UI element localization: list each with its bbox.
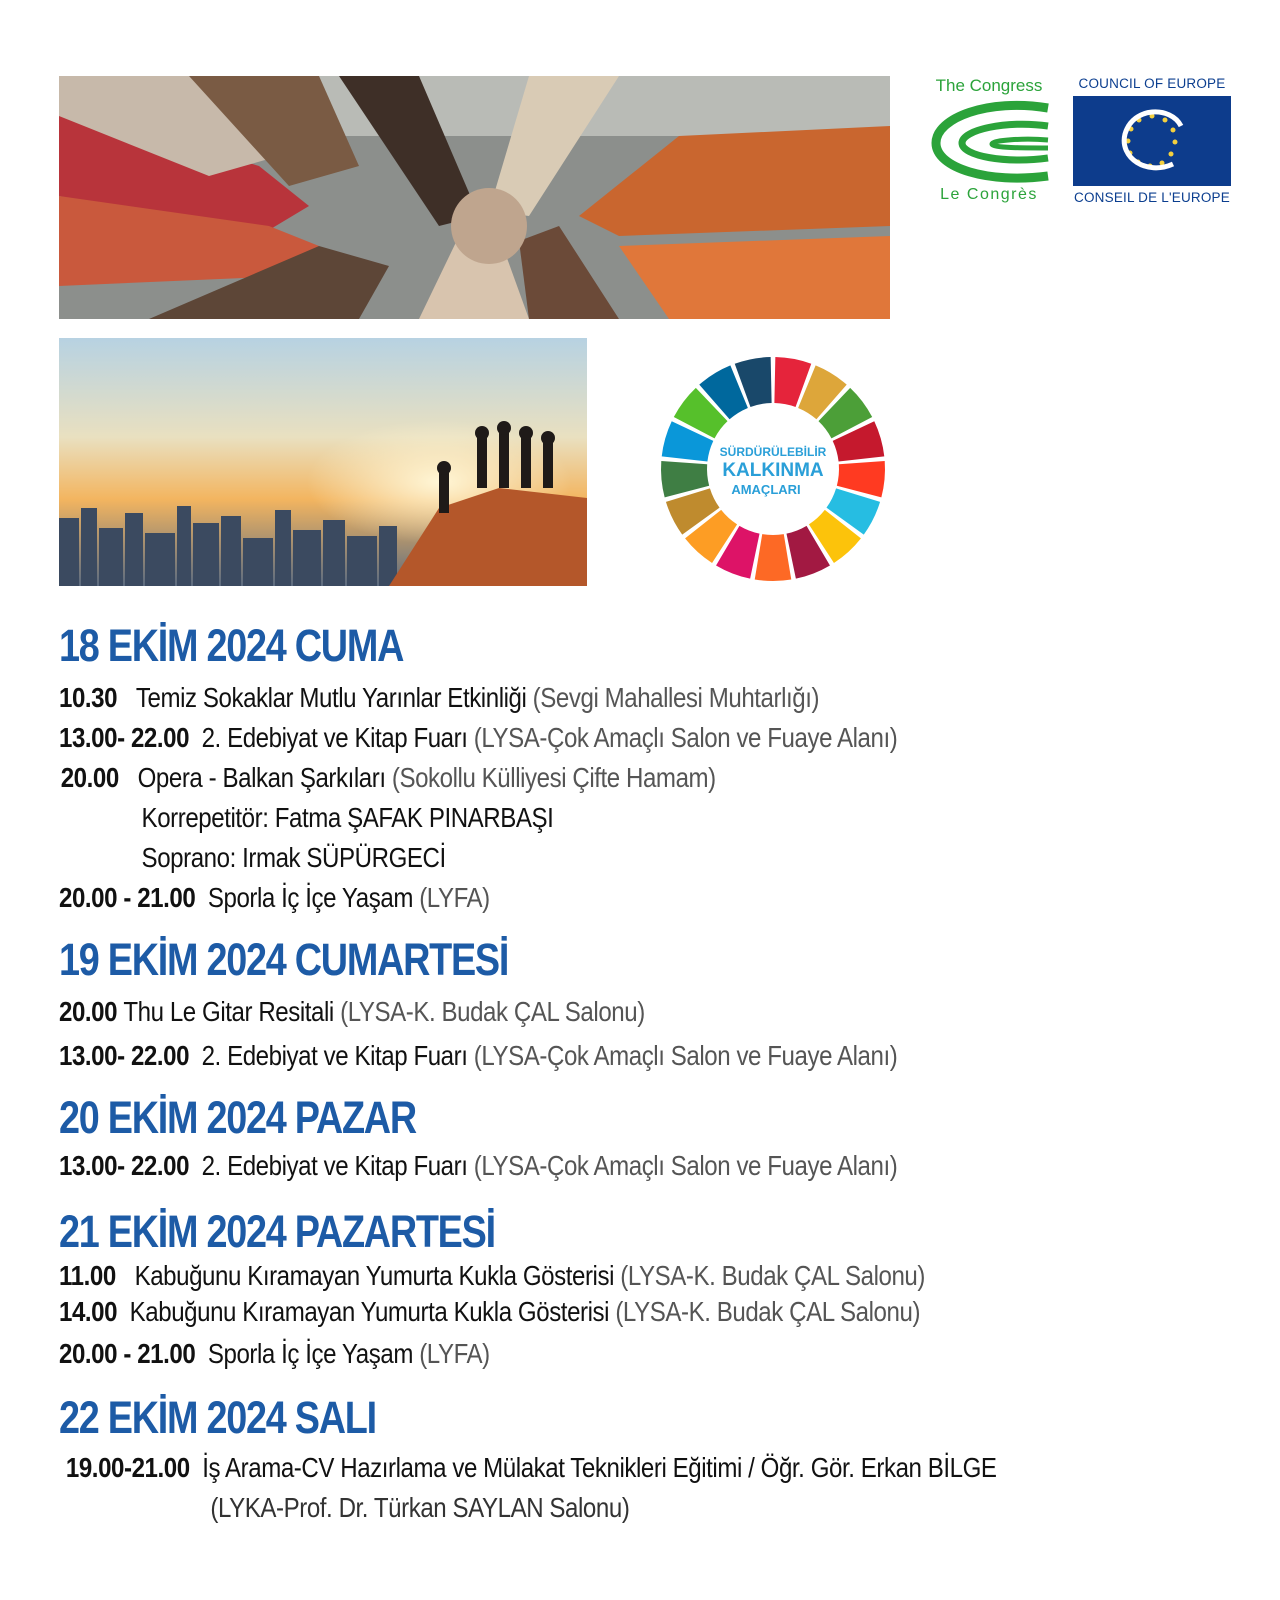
event-row [59,1294,1074,1330]
event-time: 11.00 [59,1260,116,1291]
sdg-logo-line1: SÜRDÜRÜLEBİLİR [719,445,827,459]
event-row [59,678,1074,718]
day-block [59,620,1239,918]
coe-logo-bottom-text: CONSEIL DE L'EUROPE [1074,190,1230,205]
event-row [59,992,1074,1032]
event-title: Sporla İç İçe Yaşam [207,1338,413,1369]
event-time: 19.00-21.00 [65,1452,190,1483]
event-schedule [59,620,1239,1528]
event-title: 2. Edebiyat ve Kitap Fuarı [201,722,468,753]
sdg-goal-segment [755,534,792,581]
event-time: 20.00 - 21.00 [59,1338,196,1369]
event-venue: (LYSA-K. Budak ÇAL Salonu) [620,1260,925,1291]
congress-logo [928,76,1050,208]
event-row [59,1146,1074,1186]
event-time: 14.00 [59,1296,118,1327]
event-title: 2. Edebiyat ve Kitap Fuarı [201,1150,468,1181]
event-row [59,758,1074,798]
event-title: Thu Le Gitar Resitali [123,996,334,1027]
event-row [59,1036,1074,1076]
event-row [59,718,1074,758]
event-row [59,1488,1074,1528]
coe-flag-icon [1073,96,1231,186]
sdg-logo-line3: AMAÇLARI [731,482,801,497]
event-time: 13.00- 22.00 [59,1040,190,1071]
council-of-europe-logo [1073,76,1231,208]
day-block [59,1392,1239,1528]
event-venue: (LYSA-K. Budak ÇAL Salonu) [340,996,645,1027]
event-title: Soprano: Irmak SÜPÜRGECİ [141,842,446,873]
day-heading: 18 EKİM 2024 CUMA [59,620,404,671]
event-row [59,838,1074,878]
congress-swirl-icon [928,98,1050,184]
day-block [59,1206,1239,1374]
event-title: Korrepetitör: Fatma ŞAFAK PINARBAŞI [141,802,554,833]
event-time: 20.00 [59,996,118,1027]
coe-logo-top-text: COUNCIL OF EUROPE [1078,76,1226,91]
event-time: 20.00 [60,762,119,793]
sunset-teamwork-photo [59,338,587,586]
event-row [59,878,1074,918]
event-time: 20.00 - 21.00 [59,882,196,913]
sdg-logo-line2: KALKINMA [722,460,824,481]
congress-logo-top-text: The Congress [935,76,1043,95]
event-venue: (LYSA-K. Budak ÇAL Salonu) [615,1296,921,1327]
event-row [59,798,1074,838]
sdg-wheel-logo [658,354,888,584]
event-title: Kabuğunu Kıramayan Yumurta Kukla Gösterisi [129,1296,610,1327]
day-block [59,1092,1239,1186]
event-venue: (LYSA-Çok Amaçlı Salon ve Fuaye Alanı) [473,1150,898,1181]
event-row [59,1334,1074,1374]
event-row [59,1448,1074,1488]
event-title: İş Arama-CV Hazırlama ve Mülakat Teknikleri Eğitimi / Öğr. Gör. Erkan BİLGE [202,1452,997,1483]
event-time: 13.00- 22.00 [59,722,190,753]
event-title: Opera - Balkan Şarkıları [137,762,386,793]
event-venue: (LYKA-Prof. Dr. Türkan SAYLAN Salonu) [210,1492,630,1523]
event-title: Sporla İç İçe Yaşam [207,882,413,913]
event-venue: (LYSA-Çok Amaçlı Salon ve Fuaye Alanı) [473,722,898,753]
event-venue: (LYSA-Çok Amaçlı Salon ve Fuaye Alanı) [473,1040,898,1071]
event-title: 2. Edebiyat ve Kitap Fuarı [201,1040,468,1071]
hands-teamwork-photo [59,76,890,319]
day-heading: 19 EKİM 2024 CUMARTESİ [59,934,509,985]
day-block [59,934,1239,1076]
congress-logo-bottom-text: Le Congrès [940,186,1038,203]
event-venue: (Sevgi Mahallesi Muhtarlığı) [532,682,820,713]
event-time: 13.00- 22.00 [59,1150,190,1181]
day-heading: 22 EKİM 2024 SALI [59,1392,376,1443]
event-venue: (Sokollu Külliyesi Çifte Hamam) [391,762,716,793]
event-title: Kabuğunu Kıramayan Yumurta Kukla Gösterisi [134,1260,615,1291]
event-time: 10.30 [59,682,118,713]
event-row [59,1258,1074,1294]
event-title: Temiz Sokaklar Mutlu Yarınlar Etkinliği [135,682,527,713]
event-venue: (LYFA) [419,882,490,913]
day-heading: 20 EKİM 2024 PAZAR [59,1092,416,1143]
event-venue: (LYFA) [419,1338,490,1369]
day-heading: 21 EKİM 2024 PAZARTESİ [59,1206,495,1257]
